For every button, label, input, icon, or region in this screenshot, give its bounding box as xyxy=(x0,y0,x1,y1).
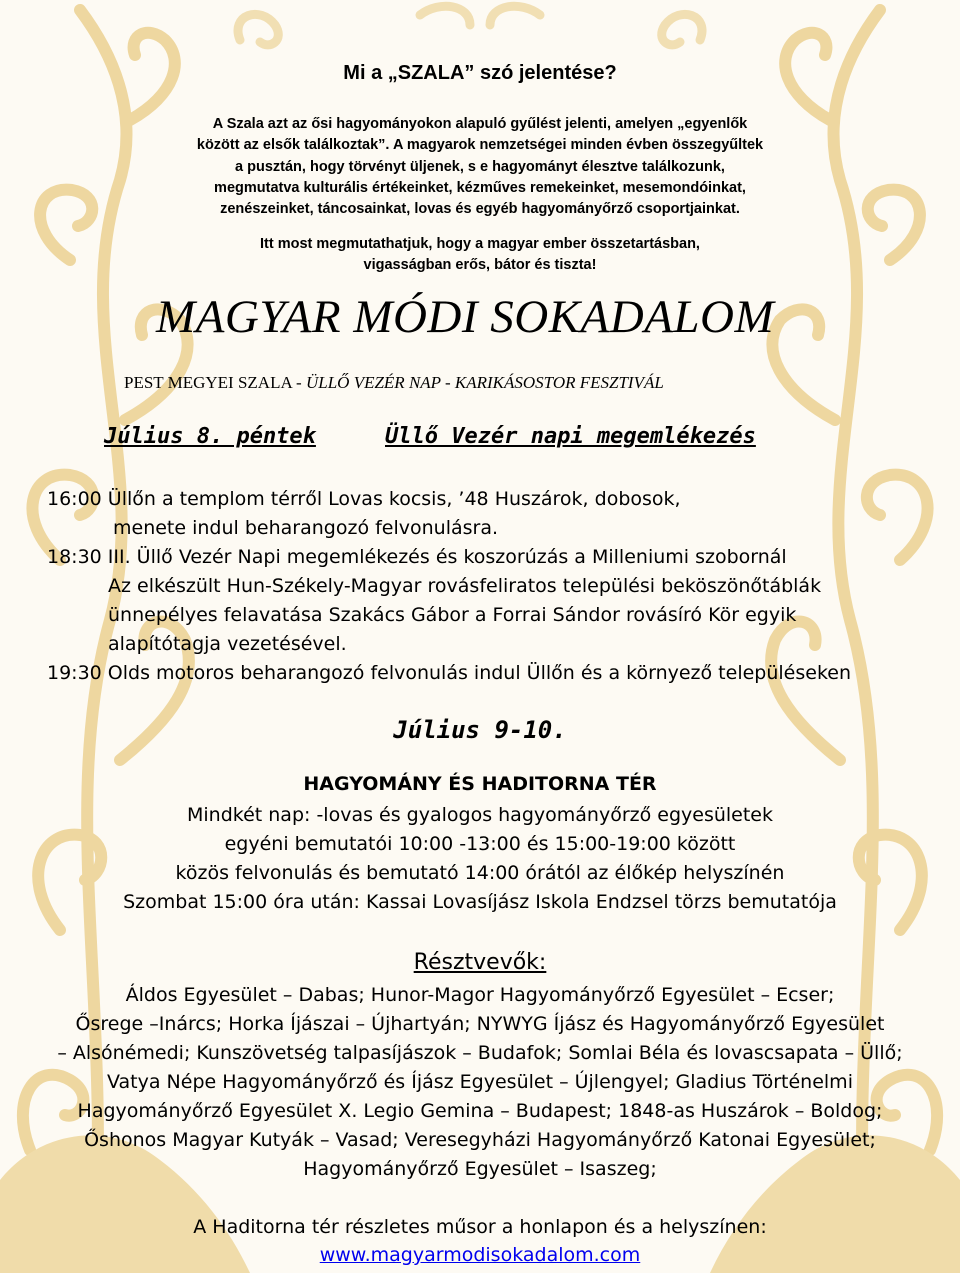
participant-line: Őshonos Magyar Kutyák – Vasad; Veresegyházi Hagyományőrző Katonai Egyesület; xyxy=(84,1129,876,1151)
day2-date: Július 9-10. xyxy=(393,716,567,744)
footer-text: A Haditorna tér részletes műsor a honlapon és a helyszínen: xyxy=(193,1216,767,1238)
event-title: MAGYAR MÓDI SOKADALOM xyxy=(156,291,775,343)
day1-item: menete indul beharangozó felvonulásra. xyxy=(113,517,499,539)
event-subtitle xyxy=(124,373,664,393)
intro-line: A Szala azt az ősi hagyományokon alapuló gyűlést jelenti, amelyen „egyenlők xyxy=(212,116,748,132)
intro-paragraph-1 xyxy=(0,114,960,220)
intro-line: a pusztán, hogy törvényt üljenek, s e hagyományt élesztve találkozunk, xyxy=(235,158,725,175)
day1-item: alapítótagja vezetésével. xyxy=(108,633,347,655)
event-subtitle-italic: ÜLLŐ VEZÉR NAP - KARIKÁSOSTOR FESZTIVÁL xyxy=(305,373,664,392)
intro-line: megmutatva kulturális értékeinket, kézműves remekeinket, mesemondóinkat, xyxy=(214,179,746,196)
website-link[interactable]: www.magyarmodisokadalom.com xyxy=(319,1244,641,1266)
day2-line: Szombat 15:00 óra után: Kassai Lovasíjász Iskola Endzsel törzs bemutatója xyxy=(123,891,837,913)
intro-line: között az elsők találkoztak”. A magyarok nemzetségei minden évben összegyűltek xyxy=(196,137,764,154)
participant-line: Hagyományőrző Egyesület – Isaszeg; xyxy=(303,1158,657,1180)
participants-list xyxy=(0,981,960,1184)
day2-line: Mindkét nap: -lovas és gyalogos hagyományőrző egyesületek xyxy=(186,804,773,826)
participants-heading xyxy=(0,950,960,975)
participant-line: Vatya Népe Hagyományőrző és Íjász Egyesület – Újlengyel; Gladius Történelmi xyxy=(107,1071,853,1093)
footer-link-wrap xyxy=(0,1241,960,1270)
day1-item: 19:30 Olds motoros beharangozó felvonulás indul Üllőn és a környező településeken xyxy=(47,662,852,684)
participant-line: Áldos Egyesület – Dabas; Hunor-Magor Hagyományőrző Egyesület – Ecser; xyxy=(125,984,835,1006)
day1-date: Július 8. péntek xyxy=(104,424,316,449)
day2-line: egyéni bemutatói 10:00 -13:00 és 15:00-19:00 között xyxy=(224,833,736,855)
day2-heading: HAGYOMÁNY ÉS HADITORNA TÉR xyxy=(303,773,657,795)
day1-heading: Üllő Vezér napi megemlékezés xyxy=(385,424,756,449)
day1-item: Az elkészült Hun-Székely-Magyar rovásfeliratos települési beköszönőtáblák xyxy=(108,575,822,597)
participant-line: Ősrege –Inárcs; Horka Íjászai – Újhartyán; NYWYG Íjász és Hagyományőrző Egyesület xyxy=(75,1013,885,1035)
day1-item: 18:30 III. Üllő Vezér Napi megemlékezés és koszorúzás a Milleniumi szobornál xyxy=(47,546,787,568)
day2-line: közös felvonulás és bemutató 14:00 órától az élőkép helyszínén xyxy=(175,862,785,884)
intro-title: Mi a „SZALA” szó jelentése? xyxy=(343,62,617,84)
participant-line: – Alsónémedi; Kunszövetség talpasíjászok – Budafok; Somlai Béla és lovascsapata – Üllő; xyxy=(57,1042,903,1064)
participants-heading-text: Résztvevők: xyxy=(413,950,547,975)
intro-paragraph-2 xyxy=(0,234,960,277)
participant-line: Hagyományőrző Egyesület X. Legio Gemina – Budapest; 1848-as Huszárok – Boldog; xyxy=(77,1100,883,1122)
day2-schedule xyxy=(0,801,960,917)
intro-line: vigasságban erős, bátor és tiszta! xyxy=(363,257,597,274)
day1-item: ünnepélyes felavatása Szakács Gábor a Forrai Sándor rovásíró Kör egyik xyxy=(108,604,797,626)
event-subtitle-normal: PEST MEGYEI SZALA - xyxy=(124,373,306,392)
intro-line: Itt most megmutathatjuk, hogy a magyar ember összetartásban, xyxy=(260,236,700,252)
day1-item: 16:00 Üllőn a templom térről Lovas kocsis, ’48 Huszárok, dobosok, xyxy=(47,488,681,510)
intro-line: zenészeinket, táncosainkat, lovas és egyéb hagyományőrző csoportjainkat. xyxy=(220,201,740,218)
